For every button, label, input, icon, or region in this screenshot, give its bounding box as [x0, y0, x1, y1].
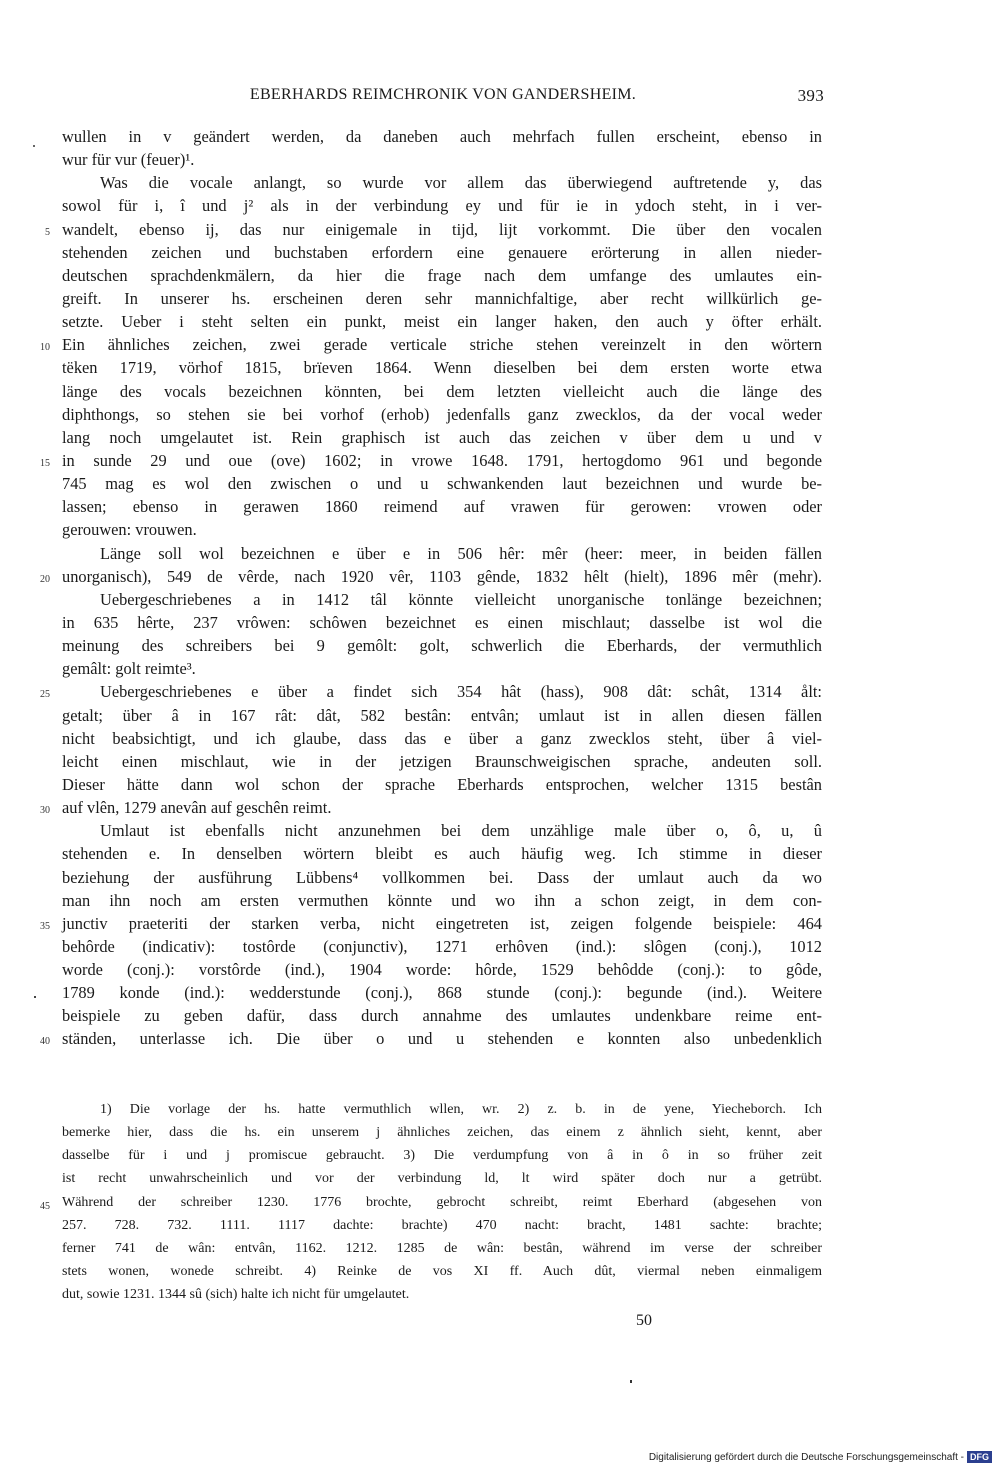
text-line: [62, 542, 822, 565]
line-text: Uebergeschriebenes a in 1412 tâl könnte vielleicht unorganische tonlänge bezeichnen;: [100, 589, 822, 609]
line-text: worde (conj.): vorstôrde (ind.), 1904 worde: hôrde, 1529 behôdde (conj.): to gôde,: [62, 960, 822, 980]
text-line: [62, 842, 822, 865]
text-line: [62, 426, 822, 449]
line-text: tëken 1719, vörhof 1815, brïeven 1864. Wenn dieselben bei dem ersten worte etwa: [62, 358, 822, 378]
footer-text: Digitalisierung gefördert durch die Deutsche Forschungsgemeinschaft -: [648, 1451, 964, 1463]
line-text: stets wonen, wonede schreibt. 4) Reinke de vos XI ff. Auch dût, viermal neben einmaligem: [62, 1263, 822, 1279]
text-line: [40, 333, 822, 356]
text-line: [62, 472, 822, 495]
line-text: lassen; ebenso in gerawen 1860 reimend auf vrawen für gerowen: vrowen oder: [62, 497, 822, 517]
line-text: unorganisch), 549 de vêrde, nach 1920 vêr, 1103 gênde, 1832 hêlt (hielt), 1896 mêr (mehr).: [62, 566, 822, 586]
line-text: 257. 728. 732. 1111. 1117 dachte: brachte) 470 nacht: bracht, 1481 sachte: brachte;: [62, 1217, 822, 1233]
text-line: [40, 796, 822, 819]
line-number: 30: [40, 805, 50, 817]
line-text: leicht einen mischlaut, wie in der jetzigen Braunschweigischen sprache, andeuten soll.: [62, 751, 822, 771]
line-text: beziehung der ausführung Lübbens⁴ vollkommen bei. Dass der umlaut auch da wo: [62, 867, 822, 887]
line-text: in sunde 29 und oue (ove) 1602; in vrowe 1648. 1791, hertogdomo 961 und begonde: [62, 450, 822, 470]
text-line: [62, 611, 822, 634]
text-line: [62, 518, 822, 541]
text-line: [62, 981, 822, 1004]
running-title: EBERHARDS REIMCHRONIK VON GANDERSHEIM.: [249, 86, 637, 103]
text-line: [62, 773, 822, 796]
text-line: [40, 1191, 822, 1214]
text-line: [40, 680, 822, 703]
line-text: stehenden zeichen und buchstaben erfordern eine genauere erörterung in allen nieder-: [62, 242, 822, 262]
text-line: [62, 287, 822, 310]
line-number: 40: [40, 1036, 50, 1048]
line-text: Länge soll wol bezeichnen e über e in 506 hêr: mêr (heer: meer, in beiden fällen: [100, 543, 822, 563]
digitization-footer: [649, 1451, 992, 1463]
line-text: dasselbe für i und j promiscue gebraucht. 3) Die verdumpfung von â in ô in so früher zeit: [62, 1148, 822, 1164]
text-line: [62, 1260, 822, 1283]
text-line: [62, 356, 822, 379]
page-number: 393: [797, 86, 824, 105]
text-line: [62, 634, 822, 657]
line-text: nicht beabsichtigt, und ich glaube, dass das e über a ganz zwecklos steht, über â viel-: [62, 728, 822, 748]
text-line: [62, 819, 822, 842]
line-text: meinung des schreibers bei 9 gemôlt: golt, schwerlich die Eberhards, der vermuthlich: [62, 636, 822, 656]
text-line: [62, 1004, 822, 1027]
speck: [630, 1380, 632, 1383]
line-text: gemâlt: golt reimte³.: [62, 659, 196, 679]
line-text: man ihn noch am ersten vermuthen könnte und wo ihn a schon zeigt, in dem con-: [62, 890, 822, 910]
line-text: Was die vocale anlangt, so wurde vor allem das überwiegend auftretende y, das: [100, 173, 822, 193]
text-line: [62, 403, 822, 426]
line-text: länge des vocals bezeichnen könnten, bei dem letzten vielleicht auch die länge des: [62, 381, 822, 401]
line-text: ist recht unwahrscheinlich und vor der verbindung ld, lt wird später doch nur a getrübt.: [62, 1171, 822, 1187]
text-line: [62, 1098, 822, 1121]
text-line: [62, 866, 822, 889]
line-number: 45: [40, 1200, 50, 1212]
line-number: 10: [40, 342, 50, 354]
text-line: [62, 171, 822, 194]
text-line: [62, 495, 822, 518]
text-line: [40, 912, 822, 935]
line-text: ferner 741 de wân: entvân, 1162. 1212. 1285 de wân: bestân, während im verse der schreiber: [62, 1240, 822, 1256]
line-number: 20: [40, 573, 50, 585]
speck: [33, 145, 35, 147]
speck: [34, 996, 36, 998]
text-line: [62, 194, 822, 217]
text-line: [62, 1144, 822, 1167]
line-text: deutschen sprachdenkmälern, da hier die frage nach dem umfange des umlautes ein-: [62, 265, 822, 285]
text-line: [62, 148, 822, 171]
text-line: [62, 958, 822, 981]
text-line: [62, 727, 822, 750]
text-line: [62, 1237, 822, 1260]
text-line: [40, 1027, 822, 1050]
text-line: [62, 1167, 822, 1190]
text-line: [62, 935, 822, 958]
text-line: [40, 565, 822, 588]
line-text: wur für vur (feuer)¹.: [62, 150, 195, 170]
line-number: 5: [45, 226, 50, 238]
line-text: sowol für i, î und j² als in der verbindung ey und für ie in ydoch steht, in i ver-: [62, 196, 822, 216]
line-text: Uebergeschriebenes e über a findet sich 354 hât (hass), 908 dât: schât, 1314 ålt:: [100, 682, 822, 702]
line-text: 1789 konde (ind.): wedderstunde (conj.), 868 stunde (conj.): begunde (ind.). Weitere: [62, 983, 822, 1003]
signature-mark: 50: [636, 1312, 652, 1329]
text-line: [62, 310, 822, 333]
text-line: [62, 588, 822, 611]
line-text: ständen, unterlasse ich. Die über o und u stehenden e konnten also unbedenklich: [62, 1029, 822, 1049]
line-number: 15: [40, 457, 50, 469]
line-text: 1) Die vorlage der hs. hatte vermuthlich wllen, wr. 2) z. b. in de yene, Yiecheborch. Ich: [100, 1102, 822, 1117]
line-text: stehenden e. In denselben wörtern bleibt es auch häufig weg. Ich stimme in dieser: [62, 844, 822, 864]
text-line: [62, 264, 822, 287]
line-text: auf vlên, 1279 anevân auf geschên reimt.: [62, 798, 332, 818]
text-line: [62, 1214, 822, 1237]
text-line: [62, 380, 822, 403]
line-text: beispiele zu geben dafür, dass durch annahme des umlautes undenkbare reime ent-: [62, 1006, 822, 1026]
text-line: [40, 449, 822, 472]
line-text: gerouwen: vrouwen.: [62, 520, 197, 540]
text-line: [62, 125, 822, 148]
line-text: diphthongs, so stehen sie bei vorhof (erhob) jedenfalls ganz zwecklos, da der vocal weder: [62, 404, 822, 424]
line-number: 35: [40, 920, 50, 932]
text-line: [62, 1283, 822, 1306]
line-text: wandelt, ebenso ij, das nur einigemale in tijd, lijt vorkommt. Die über den vocalen: [62, 219, 822, 239]
line-text: Ein ähnliches zeichen, zwei gerade verticale striche stehen vereinzelt in den wörtern: [62, 335, 822, 355]
text-line: [62, 1121, 822, 1144]
line-text: bemerke hier, dass die hs. ein unserem j ähnliches zeichen, das einem z ähnlich sieht, kennt, aber: [62, 1125, 822, 1141]
main-text: [40, 125, 822, 1051]
text-line: [62, 750, 822, 773]
line-text: wullen in v geändert werden, da daneben auch mehrfach fullen erscheint, ebenso in: [62, 127, 822, 146]
line-text: Dieser hätte dann wol schon der sprache Eberhards entsprochen, welcher 1315 bestân: [62, 774, 822, 794]
running-header: [62, 86, 824, 110]
line-text: in 635 hêrte, 237 vrôwen: schôwen bezeichnet es einen mischlaut; dasselbe ist wol die: [62, 612, 822, 632]
text-line: [62, 241, 822, 264]
line-text: behôrde (indicativ): tostôrde (conjunctiv), 1271 erhôven (ind.): slôgen (conj.), 1012: [62, 936, 822, 956]
line-text: lang noch umgelautet ist. Rein graphisch ist auch das zeichen v über dem u und v: [62, 427, 822, 447]
line-text: Während der schreiber 1230. 1776 brochte, gebrocht schreibt, reimt Eberhard (abgesehen von: [62, 1194, 822, 1210]
line-text: junctiv praeteriti der starken verba, nicht eingetreten ist, zeigen folgende beispiele: 464: [62, 913, 822, 933]
footnotes: [40, 1098, 822, 1306]
line-text: Umlaut ist ebenfalls nicht anzunehmen bei dem unzählige male über o, ô, u, û: [100, 821, 822, 841]
line-number: 25: [40, 689, 50, 701]
dfg-logo: DFG: [967, 1451, 992, 1463]
line-text: dut, sowie 1231. 1344 sû (sich) halte ich nicht für umgelautet.: [62, 1287, 410, 1303]
text-line: [62, 889, 822, 912]
line-text: greift. In unserer hs. erscheinen deren sehr mannichfaltige, aber recht willkürlich ge-: [62, 288, 822, 308]
line-text: 745 mag es wol den zwischen o und u schwankenden laut bezeichnen und wurde be-: [62, 474, 822, 494]
text-line: [45, 218, 822, 241]
text-line: [62, 657, 822, 680]
line-text: setzte. Ueber i steht selten ein punkt, meist ein langer haken, den auch y öfter erhält.: [62, 312, 822, 332]
text-line: [62, 704, 822, 727]
line-text: getalt; über â in 167 rât: dât, 582 bestân: entvân; umlaut ist in allen diesen fällen: [62, 705, 822, 725]
